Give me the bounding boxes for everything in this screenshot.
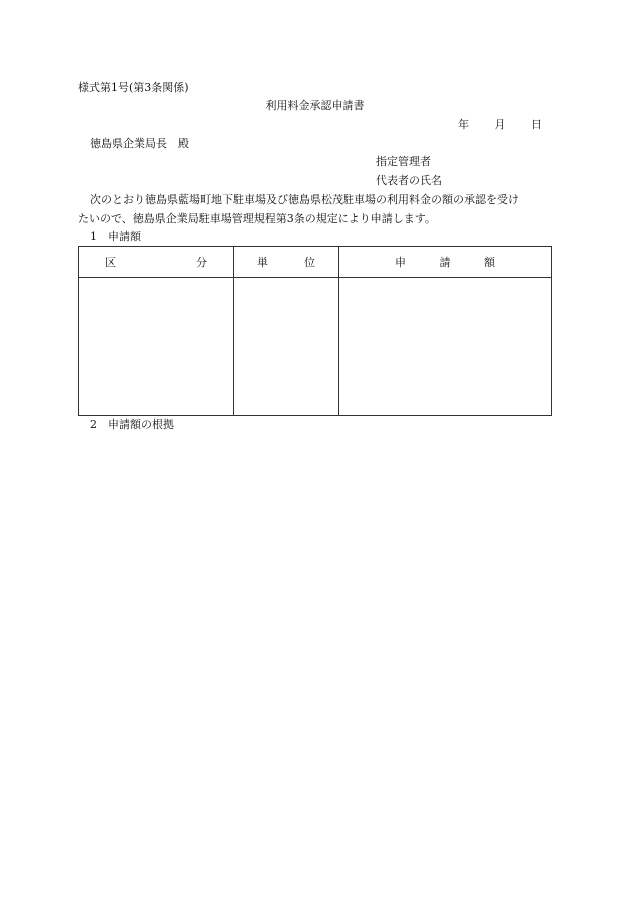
section-2-number: 2 — [90, 418, 97, 431]
header-category-char-1: 区 — [105, 256, 116, 269]
section-2-heading — [90, 418, 174, 432]
body-text-line-2: たいので、徳島県企業局駐車場管理規程第3条の規定により申請します。 — [78, 212, 436, 225]
cell-category[interactable] — [79, 278, 234, 416]
header-unit — [234, 247, 339, 278]
header-requested-amount — [339, 247, 552, 278]
body-text-line-1: 次のとおり徳島県藍場町地下駐車場及び徳島県松茂駐車場の利用料金の額の承認を受け — [90, 193, 519, 206]
date-month-label: 月 — [494, 118, 506, 131]
manager-label: 指定管理者 — [376, 155, 431, 168]
date-year-label: 年 — [458, 118, 469, 131]
section-1-label: 申請額 — [108, 230, 141, 243]
document-title: 利用料金承認申請書 — [265, 99, 365, 112]
representative-label: 代表者の氏名 — [376, 174, 442, 187]
header-category — [79, 247, 234, 278]
header-amount-char-2: 請 — [439, 256, 451, 269]
cell-unit[interactable] — [234, 278, 339, 416]
header-amount-char-3: 額 — [484, 256, 495, 269]
section-1-number: 1 — [90, 230, 97, 243]
cell-requested-amount[interactable] — [339, 278, 552, 416]
section-2-label: 申請額の根拠 — [108, 418, 174, 431]
header-unit-char-1: 単 — [257, 256, 268, 269]
amount-table — [78, 246, 552, 416]
header-category-char-2: 分 — [196, 256, 207, 269]
addressee: 徳島県企業局長 殿 — [90, 137, 189, 150]
date-day-label: 日 — [531, 118, 542, 131]
date-line — [458, 118, 542, 132]
header-unit-char-2: 位 — [304, 256, 315, 269]
form-number: 様式第1号(第3条関係) — [78, 81, 189, 94]
header-amount-char-1: 申 — [395, 256, 406, 269]
section-1-heading — [90, 230, 141, 244]
